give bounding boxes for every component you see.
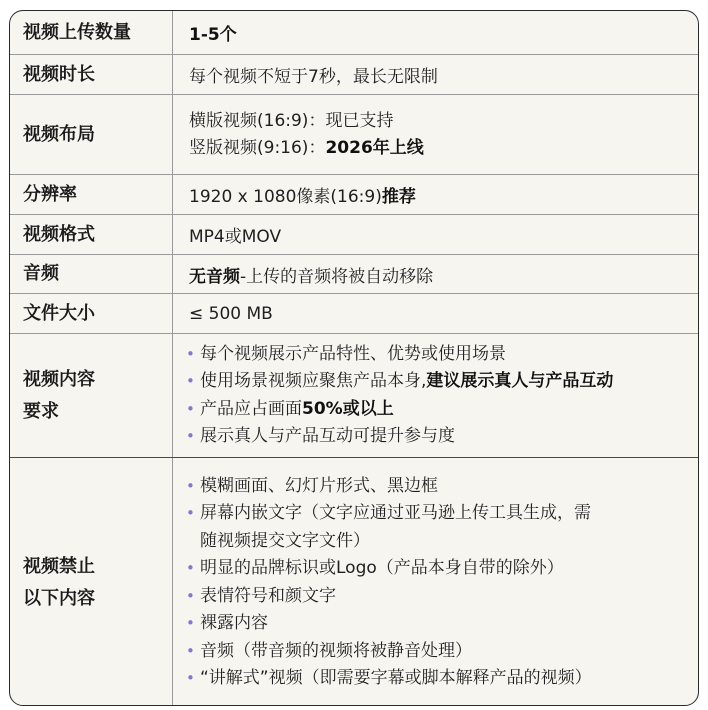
row-label: 视频格式	[10, 215, 173, 254]
table-row	[10, 214, 698, 254]
list-item: • 模糊画面、幻灯片形式、黑边框	[186, 473, 592, 501]
bullet-icon: •	[186, 614, 195, 632]
list-item: • 明显的品牌标识或Logo（产品本身自带的除外）	[186, 555, 592, 583]
layout-portrait: 竖版视频(9:16)：2026年上线	[189, 137, 424, 158]
bullet-icon: •	[186, 344, 195, 363]
row-label: 视频上传数量	[10, 11, 173, 54]
list-item: • 使用场景视频应聚焦产品本身,建议展示真人与产品互动	[186, 368, 613, 396]
list-item: • 音频（带音频的视频将被静音处理）	[186, 638, 592, 666]
layout-landscape: 横版视频(16:9)：现已支持	[189, 110, 394, 131]
content-requirements-list	[186, 341, 613, 451]
row-value: 1920 x 1080像素(16:9) 推荐	[189, 187, 416, 207]
bullet-icon: •	[186, 476, 195, 495]
table-row	[10, 333, 698, 457]
list-item: • 表情符号和颜文字	[186, 583, 592, 611]
row-value: MP4或MOV	[189, 227, 282, 247]
row-label: 视频内容 要求	[10, 334, 173, 457]
list-item: • 产品应占画面50%或以上	[186, 396, 613, 424]
list-item: • “讲解式”视频（即需要字幕或脚本解释产品的视频）	[186, 665, 592, 693]
list-item: • 屏幕内嵌文字（文字应通过亚马逊上传工具生成，需	[186, 500, 592, 528]
bullet-icon: •	[186, 372, 195, 390]
video-requirements-table	[9, 10, 699, 706]
bullet-icon: •	[186, 669, 195, 687]
bullet-icon: •	[186, 641, 195, 660]
table-row	[10, 174, 698, 214]
list-item: • 每个视频展示产品特性、优势或使用场景	[186, 341, 613, 369]
row-value	[173, 334, 698, 457]
table-row	[10, 54, 698, 94]
table-row	[10, 94, 698, 174]
row-value	[173, 458, 698, 706]
row-value: ≤ 500 MB	[189, 303, 273, 324]
row-label: 文件大小	[10, 294, 173, 333]
table-row	[10, 293, 698, 333]
list-item-continuation: 随视频提交文字文件）	[200, 530, 370, 551]
row-label: 视频时长	[10, 55, 173, 94]
row-value	[173, 95, 698, 174]
row-label: 视频禁止 以下内容	[10, 458, 173, 706]
bullet-icon: •	[186, 586, 195, 605]
row-value: 每个视频不短于7秒，最长无限制	[189, 67, 438, 87]
row-label: 视频布局	[10, 95, 173, 174]
row-value: 无音频 -上传的音频将被自动移除	[189, 266, 434, 287]
table-row	[10, 11, 698, 54]
list-item: • 展示真人与产品互动可提升参与度	[186, 423, 613, 451]
prohibited-content-list	[186, 473, 592, 693]
row-label: 音频	[10, 255, 173, 293]
bullet-icon: •	[186, 399, 195, 418]
bullet-icon: •	[186, 559, 195, 577]
table-row	[10, 457, 698, 706]
row-value: 1-5个	[189, 25, 237, 45]
row-label: 分辨率	[10, 175, 173, 214]
bullet-icon: •	[186, 427, 195, 445]
list-item: • 裸露内容	[186, 610, 592, 638]
table-row	[10, 254, 698, 293]
bullet-icon: •	[186, 504, 195, 522]
